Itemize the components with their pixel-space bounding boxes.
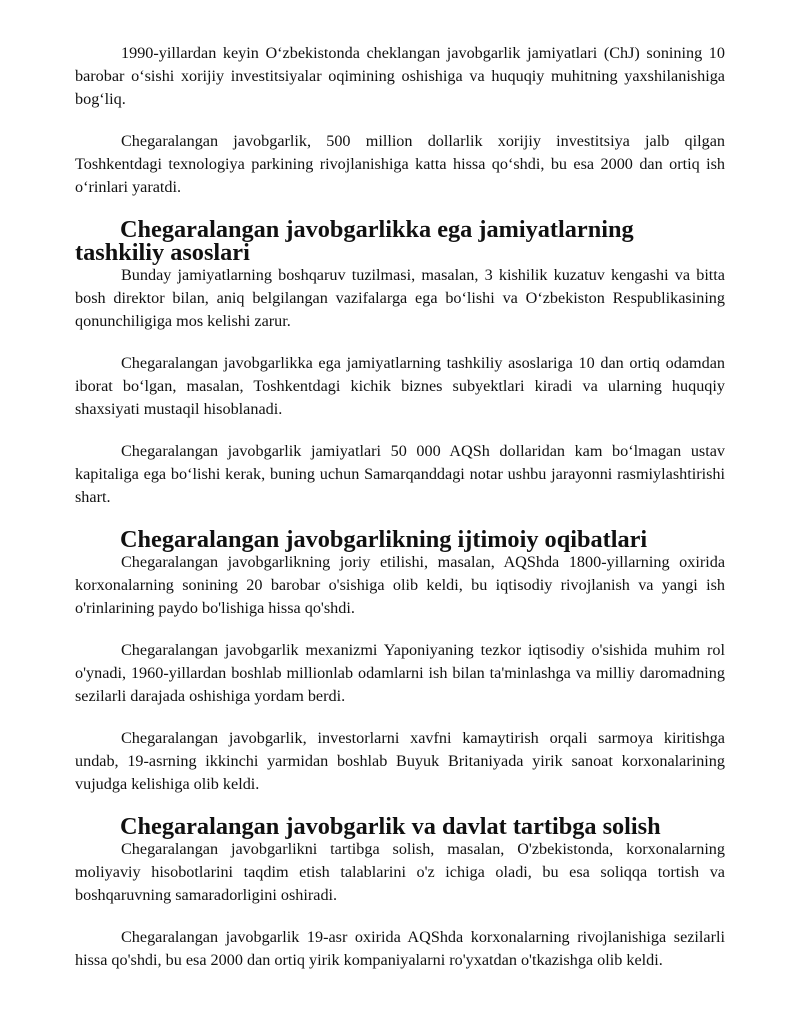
- paragraph-5: Chegaralangan javobgarlik jamiyatlari 50 000 AQSh dollaridan kam bo‘lmagan ustav kapitaliga ega bo‘lishi kerak, buning uchun Samarqanddagi notar ushbu jarayonni rasmiylashtirishi shart.: [75, 442, 725, 506]
- paragraph-7: Chegaralangan javobgarlik mexanizmi Yaponiyaning tezkor iqtisodiy o'sishida muhim rol o'ynadi, 1960-yillardan boshlab millionlab odamlarni ish bilan ta'minlashga va milliy daromadning sezilarli darajada oshishiga yordam berdi.: [75, 641, 725, 705]
- paragraph-2: Chegaralangan javobgarlik, 500 million dollarlik xorijiy investitsiya jalb qilgan Toshkentdagi texnologiya parkining rivojlanishiga katta hissa qo‘shdi, bu esa 2000 dan ortiq ish o‘rinlari yaratdi.: [75, 132, 725, 196]
- section-heading-state-regulation: Chegaralangan javobgarlik va davlat tartibga solish: [120, 813, 661, 840]
- paragraph-8: Chegaralangan javobgarlik, investorlarni xavfni kamaytirish orqali sarmoya kiritishga undab, 19-asrning ikkinchi yarmidan boshlab Buyuk Britaniyada yirik sanoat korxonalarining vujudga kelishiga olib keldi.: [75, 729, 725, 793]
- paragraph-4: Chegaralangan javobgarlikka ega jamiyatlarning tashkiliy asoslariga 10 dan ortiq odamdan iborat bo‘lgan, masalan, Toshkentdagi kichik biznes subyektlari kiradi va ularning huquqiy shaxsiyati mustaqil hisoblanadi.: [75, 354, 725, 418]
- section-heading-organizational-basics: Chegaralangan javobgarlikka ega jamiyatlarning tashkiliy asoslari: [75, 216, 634, 266]
- section-heading-social-consequences: Chegaralangan javobgarlikning ijtimoiy oqibatlari: [120, 526, 648, 553]
- paragraph-10: Chegaralangan javobgarlik 19-asr oxirida AQShda korxonalarning rivojlanishiga sezilarli hissa qo'shdi, bu esa 2000 dan ortiq yirik kompaniyalarni ro'yxatdan o'tkazishga olib keldi.: [75, 928, 725, 969]
- paragraph-1: 1990-yillardan keyin O‘zbekistonda cheklangan javobgarlik jamiyatlari (ChJ) sonining 10 barobar o‘sishi xorijiy investitsiyalar oqimining oshishiga va huquqiy muhitning yaxshilanishiga bog‘liq.: [75, 44, 725, 108]
- document-page: [75, 42, 725, 972]
- paragraph-6: Chegaralangan javobgarlikning joriy etilishi, masalan, AQShda 1800-yillarning oxirida korxonalarning sonining 20 barobar o'sishiga olib keldi, bu iqtisodiy rivojlanish va yangi ish o'rinlarining paydo bo'lishiga hissa qo'shdi.: [75, 553, 725, 617]
- paragraph-9: Chegaralangan javobgarlikni tartibga solish, masalan, O'zbekistonda, korxonalarning moliyaviy hisobotlarini taqdim etish talablarini o'z ichiga oladi, bu esa soliqqa tortish va boshqaruvning samaradorligini oshiradi.: [75, 840, 725, 904]
- paragraph-3: Bunday jamiyatlarning boshqaruv tuzilmasi, masalan, 3 kishilik kuzatuv kengashi va bitta bosh direktor bilan, aniq belgilangan vazifalarga ega bo‘lishi va O‘zbekiston Respublikasining qonunchiligiga mos kelishi zarur.: [75, 266, 725, 330]
